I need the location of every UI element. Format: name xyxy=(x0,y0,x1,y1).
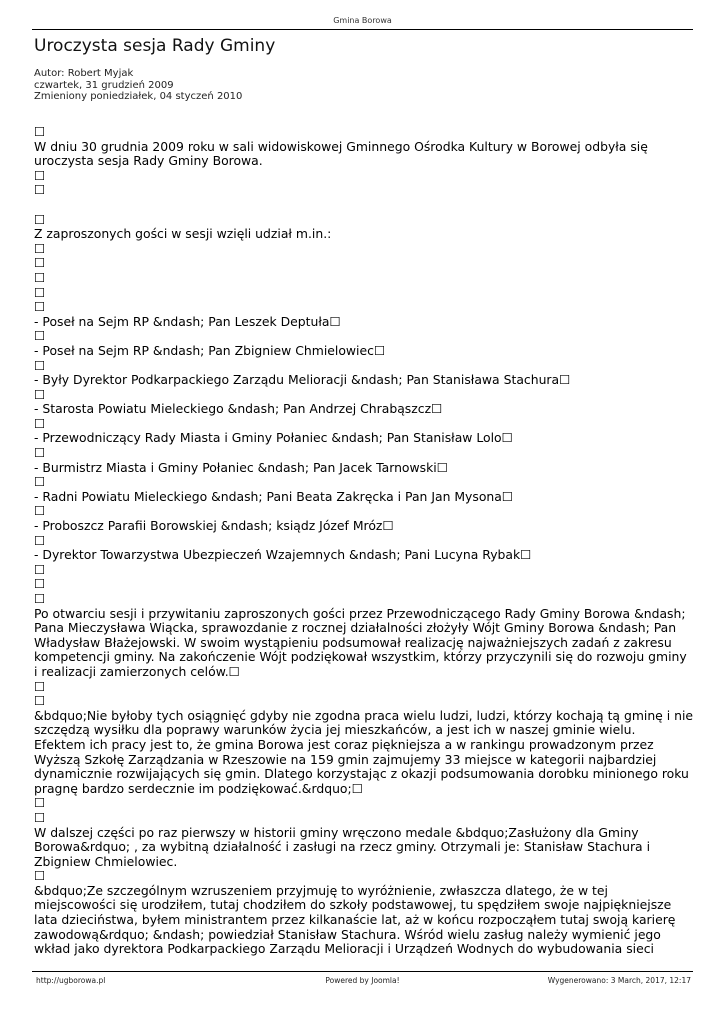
paragraph-line: i realizacji zamierzonych celów.☐ xyxy=(34,663,240,679)
guest-item: - Starosta Powiatu Mieleckiego &ndash; Pan Andrzej Chrabąszcz☐ xyxy=(34,401,443,417)
article-modified-date: Zmieniony poniedziałek, 04 styczeń 2010 xyxy=(34,91,243,102)
placeholder-glyph xyxy=(34,183,694,198)
guest-item: - Poseł na Sejm RP &ndash; Pan Zbigniew Chmielowiec☐ xyxy=(34,342,386,358)
paragraph-line: dynamicznie rozwijających się gmin. Dlatego korzystając z okazji podsumowania dorobku minionego roku xyxy=(34,766,689,782)
paragraph-line: zawodową&rdquo; &ndash; powiedział Stanisław Stachura. Wśród wielu zasług należy wymienić jego xyxy=(34,926,661,942)
paragraph-line: miejscowości się urodziłem, tutaj chodziłem do szkoły podstawowej, tu spędziłem swoje najpiękniejsze xyxy=(34,897,672,913)
paragraph-line: Władysław Błażejowski. W swoim wystąpieniu podsumował realizację najważniejszych zadań z zakresu xyxy=(34,634,672,650)
placeholder-glyph xyxy=(34,125,694,140)
guest-item: - Radni Powiatu Mieleckiego &ndash; Pani Beata Zakręcka i Pan Jan Mysona☐ xyxy=(34,488,513,504)
placeholder-glyph xyxy=(34,563,694,578)
placeholder-glyph xyxy=(34,796,694,811)
paragraph-line: Borowa&rdquo; , za wybitną działalność i zasługi na rzecz gminy. Otrzymali je: Stanisław Stachura i xyxy=(34,839,651,855)
paragraph-line: W dniu 30 grudnia 2009 roku w sali widowiskowej Gminnego Ośrodka Kultury w Borowej odbyła się xyxy=(34,138,648,154)
paragraph-line: Zbigniew Chmielowiec. xyxy=(34,853,178,869)
paragraph-line: wkład jako dyrektora Podkarpackiego Zarządu Melioracji i Urządzeń Wodnych do wybudowania sieci xyxy=(34,941,654,957)
placeholder-glyph xyxy=(34,256,694,271)
paragraph-line: &bdquo;Nie byłoby tych osiągnięć gdyby nie zgodna praca wielu ludzi, ludzi, którzy kochają tą gminę i nie xyxy=(34,707,694,723)
placeholder-glyph xyxy=(34,694,694,709)
placeholder-glyph xyxy=(34,286,694,301)
article-body xyxy=(34,125,694,957)
placeholder-glyph xyxy=(34,869,694,884)
article-author: Autor: Robert Myjak xyxy=(34,68,134,79)
placeholder-glyph xyxy=(34,213,694,228)
guest-item: - Proboszcz Parafii Borowskiej &ndash; ksiądz Józef Mróz☐ xyxy=(34,518,394,534)
guest-item: - Przewodniczący Rady Miasta i Gminy Połaniec &ndash; Pan Stanisław Lolo☐ xyxy=(34,430,513,446)
footer-url: http://ugborowa.pl xyxy=(36,976,106,985)
paragraph-line: pragnę bardzo serdecznie im podziękować.&rdquo;☐ xyxy=(34,780,363,796)
paragraph-line: szczędzą wysiłku dla poprawy warunków życia jej mieszkańców, a jest ich w naszej gminie wielu. xyxy=(34,722,636,738)
paragraph-line: kompetencji gminy. Na zakończenie Wójt podziękował wszystkim, którzy przyczynili się do rozwoju gminy xyxy=(34,649,687,665)
paragraph-line: Efektem ich pracy jest to, że gmina Borowa jest coraz piękniejsza a w rankingu prowadzonym przez xyxy=(34,736,654,752)
placeholder-glyph xyxy=(34,300,694,315)
paragraph-line: W dalszej części po raz pierwszy w historii gminy wręczono medale &bdquo;Zasłużony dla Gminy xyxy=(34,824,639,840)
placeholder-glyph xyxy=(34,417,694,432)
placeholder-glyph xyxy=(34,475,694,490)
placeholder-glyph xyxy=(34,811,694,826)
placeholder-glyph xyxy=(34,388,694,403)
paragraph-line: Po otwarciu sesji i przywitaniu zaproszonych gości przez Przewodniczącego Rady Gminy Borowa &ndash; xyxy=(34,605,686,621)
guest-item: - Burmistrz Miasta i Gminy Połaniec &ndash; Pan Jacek Tarnowski☐ xyxy=(34,459,448,475)
footer-divider xyxy=(32,971,693,972)
placeholder-glyph xyxy=(34,534,694,549)
placeholder-glyph xyxy=(34,242,694,257)
placeholder-glyph xyxy=(34,504,694,519)
placeholder-glyph xyxy=(34,577,694,592)
guest-item: - Dyrektor Towarzystwa Ubezpieczeń Wzajemnych &ndash; Pani Lucyna Rybak☐ xyxy=(34,547,532,563)
site-name: Gmina Borowa xyxy=(333,16,392,25)
guests-intro: Z zaproszonych gości w sesji wzięli udział m.in.: xyxy=(34,226,332,242)
paragraph-line: &bdquo;Ze szczególnym wzruszeniem przyjmuję to wyróżnienie, zwłaszcza dlatego, że w tej xyxy=(34,882,608,898)
placeholder-glyph xyxy=(34,592,694,607)
placeholder-glyph xyxy=(34,329,694,344)
guest-item: - Poseł na Sejm RP &ndash; Pan Leszek Deptuła☐ xyxy=(34,313,341,329)
placeholder-glyph xyxy=(34,446,694,461)
placeholder-glyph xyxy=(34,359,694,374)
header-divider xyxy=(32,29,693,30)
placeholder-glyph xyxy=(34,680,694,695)
article-title: Uroczysta sesja Rady Gminy xyxy=(34,36,276,56)
guest-item: - Były Dyrektor Podkarpackiego Zarządu Melioracji &ndash; Pan Stanisława Stachura☐ xyxy=(34,372,571,388)
paragraph-line: Wyższą Szkołę Zarządzania w Rzeszowie na 159 gmin zajmujemy 33 miejsce w kategorii najbardziej xyxy=(34,751,657,767)
placeholder-glyph xyxy=(34,271,694,286)
paragraph-line: Pana Mieczysława Wiącka, sprawozdanie z rocznej działalności złożyły Wójt Gminy Borowa &ndash; Pan xyxy=(34,620,677,636)
footer-generated-date: Wygenerowano: 3 March, 2017, 12:17 xyxy=(547,976,691,985)
paragraph-line: lata dzieciństwa, byłem ministrantem przez kilkanaście lat, aż w końcu rozpocząłem tutaj swoją karierę xyxy=(34,912,676,928)
footer-powered-by: Powered by Joomla! xyxy=(325,976,400,985)
paragraph-line: uroczysta sesja Rady Gminy Borowa. xyxy=(34,153,263,169)
placeholder-glyph xyxy=(34,169,694,184)
article-meta xyxy=(34,68,242,103)
article-created-date: czwartek, 31 grudzień 2009 xyxy=(34,79,174,91)
